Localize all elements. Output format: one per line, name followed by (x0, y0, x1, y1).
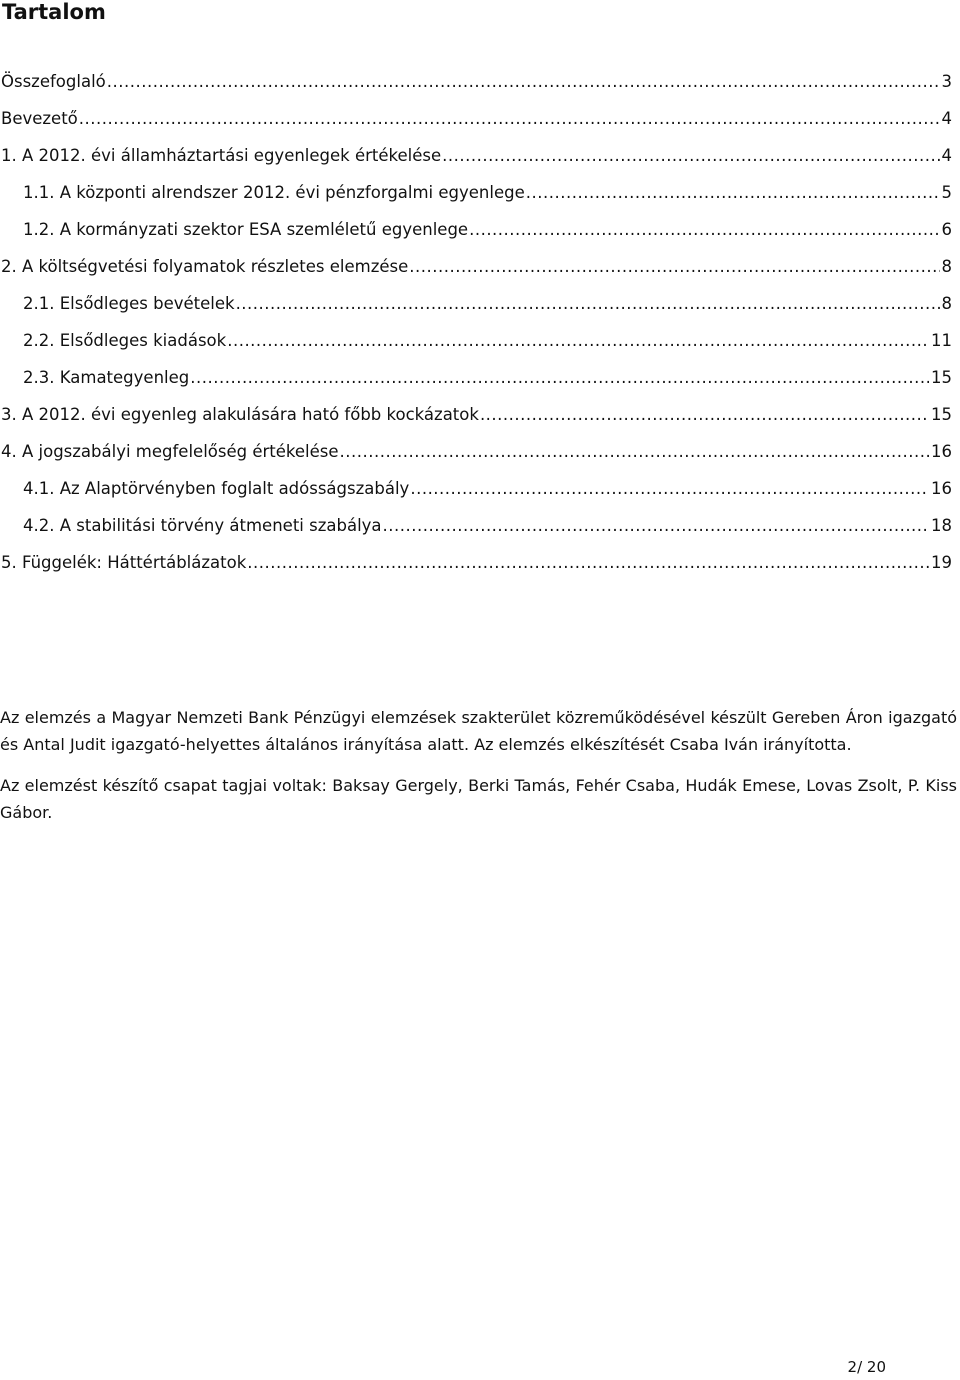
toc-dot-leader (107, 65, 940, 99)
toc-entry-page: 16 (931, 479, 952, 498)
page-number: 2/ 20 (847, 1358, 886, 1376)
credits-section (0, 704, 957, 840)
toc-entry[interactable] (0, 287, 960, 324)
toc-entry-title: 4.1. Az Alaptörvényben foglalt adósságszabály (23, 479, 410, 498)
toc-entry[interactable] (0, 435, 960, 472)
toc-dot-leader (340, 435, 929, 469)
toc-entry-title: Összefoglaló (1, 72, 106, 91)
toc-entry[interactable] (0, 139, 960, 176)
toc-entry[interactable] (0, 472, 960, 509)
toc-entry[interactable] (0, 250, 960, 287)
toc-dot-leader (409, 250, 939, 284)
toc-entry-title: 2.2. Elsődleges kiadások (23, 331, 227, 350)
toc-entry[interactable] (0, 324, 960, 361)
toc-entry-page: 4 (941, 109, 952, 128)
toc-entry-title: 2.3. Kamategyenleg (23, 368, 190, 387)
toc-entry-page: 5 (941, 183, 952, 202)
toc-entry[interactable] (0, 102, 960, 139)
toc-entry-title: Bevezető (1, 109, 78, 128)
toc-entry-page: 15 (931, 368, 952, 387)
credits-paragraph-authorship: Az elemzés a Magyar Nemzeti Bank Pénzügyi elemzések szakterület közreműködésével készült Gereben Áron igazgató és Antal Judit igazgató-helyettes általános irányítása alatt. Az elemzés elkészítését Csaba Iván irányította. (0, 708, 957, 754)
toc-entry[interactable] (0, 398, 960, 435)
toc-entry-title: 2. A költségvetési folyamatok részletes elemzése (1, 257, 409, 276)
toc-entry-page: 6 (941, 220, 952, 239)
toc-dot-leader (469, 213, 939, 247)
toc-dot-leader (247, 546, 929, 580)
toc-entry[interactable] (0, 509, 960, 546)
toc-entry-title: 1. A 2012. évi államháztartási egyenlegek értékelése (1, 146, 442, 165)
toc-entry[interactable] (0, 546, 960, 583)
toc-entry-title: 5. Függelék: Háttértáblázatok (1, 553, 247, 572)
toc-entry-title: 1.1. A központi alrendszer 2012. évi pénzforgalmi egyenlege (23, 183, 525, 202)
toc-dot-leader (480, 398, 929, 432)
toc-entry-page: 16 (931, 442, 952, 461)
toc-dot-leader (227, 324, 929, 358)
toc-entry-title: 3. A 2012. évi egyenleg alakulására ható főbb kockázatok (1, 405, 479, 424)
credits-paragraph-team: Az elemzést készítő csapat tagjai voltak: Baksay Gergely, Berki Tamás, Fehér Csaba, Hudák Emese, Lovas Zsolt, P. Kiss Gábor. (0, 776, 957, 822)
toc-entry-page: 8 (941, 294, 952, 313)
toc-dot-leader (190, 361, 929, 395)
toc-dot-leader (383, 509, 929, 543)
toc-entry[interactable] (0, 65, 960, 102)
toc-entry-page: 3 (941, 72, 952, 91)
toc-entry-title: 4. A jogszabályi megfelelőség értékelése (1, 442, 339, 461)
toc-entry-title: 2.1. Elsődleges bevételek (23, 294, 235, 313)
toc-entry[interactable] (0, 213, 960, 250)
toc-entry-page: 11 (931, 331, 952, 350)
toc-entry[interactable] (0, 176, 960, 213)
table-of-contents (0, 65, 960, 583)
toc-dot-leader (410, 472, 929, 506)
toc-entry-title: 4.2. A stabilitási törvény átmeneti szabálya (23, 516, 382, 535)
page-title: Tartalom (2, 0, 106, 24)
toc-dot-leader (442, 139, 939, 173)
toc-entry-title: 1.2. A kormányzati szektor ESA szemléletű egyenlege (23, 220, 469, 239)
toc-dot-leader (236, 287, 940, 321)
toc-entry-page: 18 (931, 516, 952, 535)
toc-dot-leader (526, 176, 940, 210)
toc-entry-page: 4 (941, 146, 952, 165)
toc-dot-leader (79, 102, 940, 136)
toc-entry[interactable] (0, 361, 960, 398)
toc-entry-page: 8 (941, 257, 952, 276)
toc-entry-page: 19 (931, 553, 952, 572)
toc-entry-page: 15 (931, 405, 952, 424)
